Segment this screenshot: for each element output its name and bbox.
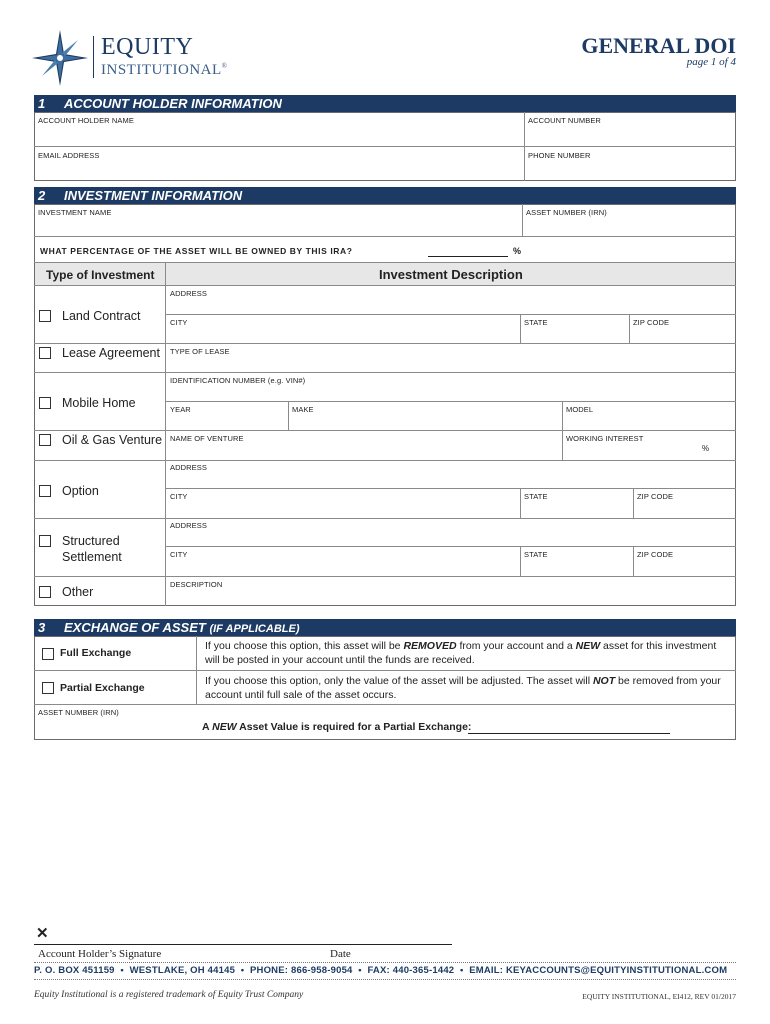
signature-line[interactable] (34, 944, 452, 945)
registered-mark: ® (221, 62, 228, 70)
mobile-id-line (166, 401, 736, 402)
mobile-bottom-line (166, 430, 736, 431)
option-city-field[interactable]: CITY (170, 492, 188, 501)
other-checkbox[interactable] (39, 586, 51, 598)
account-holder-name-field[interactable]: ACCOUNT HOLDER NAME (38, 116, 134, 125)
structured-city-field[interactable]: CITY (170, 550, 188, 559)
section1-title: ACCOUNT HOLDER INFORMATION (64, 96, 282, 111)
phone-number-field[interactable]: PHONE NUMBER (528, 151, 591, 160)
type-divider (34, 576, 166, 577)
section1-header (34, 95, 736, 112)
investment-name-field[interactable]: INVESTMENT NAME (38, 208, 112, 217)
full-note-removed: REMOVED (403, 640, 457, 652)
land-contract-label: Land Contract (62, 309, 141, 323)
investment-row-divider (34, 236, 736, 237)
section3-header (34, 619, 736, 636)
structured-bottom-line (166, 576, 736, 577)
footer-separator: • (240, 965, 245, 976)
exchange-bottom-divider (34, 704, 736, 705)
description-field[interactable]: DESCRIPTION (170, 580, 223, 589)
section1-row-divider (34, 146, 736, 147)
full-note-text-c: from your account and a (456, 640, 576, 652)
oil-bottom-line (166, 460, 736, 461)
land-zip-field[interactable]: ZIP CODE (633, 318, 670, 327)
percentage-sign: % (513, 246, 522, 256)
col-type-of-investment: Type of Investment (46, 268, 155, 282)
email-address-field[interactable]: EMAIL ADDRESS (38, 151, 100, 160)
brand-name-line2: INSTITUTIONAL® (101, 62, 228, 78)
lease-agreement-checkbox[interactable] (39, 347, 51, 359)
structured-settlement-label (62, 533, 122, 565)
year-make-divider (288, 401, 289, 430)
partial-note-line2: account until full sale of the asset occurs. (205, 689, 397, 701)
compass-star-logo-icon (30, 28, 90, 88)
footer-email-link[interactable]: EMAIL: KEYACCOUNTS@EQUITYINSTITUTIONAL.COM (469, 965, 728, 976)
form-code: EQUITY INSTITUTIONAL, EI412, REV 01/2017 (582, 992, 736, 1001)
option-checkbox[interactable] (39, 485, 51, 497)
option-address-field[interactable]: ADDRESS (170, 463, 207, 472)
type-divider (34, 372, 166, 373)
working-interest-field[interactable]: WORKING INTEREST (566, 434, 644, 443)
asset-number-field[interactable]: ASSET NUMBER (IRN) (526, 208, 607, 217)
exchange-row-divider (34, 670, 736, 671)
footer-separator: • (358, 965, 362, 976)
type-divider (34, 518, 166, 519)
section1-number: 1 (38, 96, 46, 111)
investment-col-divider (522, 204, 523, 236)
structured-label-line2: Settlement (62, 550, 122, 564)
brand-name-line1: EQUITY (101, 34, 194, 60)
oil-gas-label: Oil & Gas Venture (62, 433, 163, 447)
mobile-home-label: Mobile Home (62, 396, 136, 410)
page-indicator: page 1 of 4 (686, 56, 736, 68)
new-value-text-a: A (202, 721, 213, 733)
type-divider (34, 343, 166, 344)
full-exchange-note (205, 639, 730, 667)
full-note-text-a: If you choose this option, this asset will be (205, 640, 404, 652)
footer-separator: • (459, 965, 464, 976)
date-label: Date (330, 948, 351, 960)
option-zip-divider (633, 488, 634, 518)
option-state-field[interactable]: STATE (524, 492, 548, 501)
land-contract-checkbox[interactable] (39, 310, 51, 322)
year-field[interactable]: YEAR (170, 405, 191, 414)
option-address-line (166, 488, 736, 489)
partial-note-text-c: be removed from your (615, 675, 721, 687)
new-asset-value-label (202, 721, 471, 733)
new-value-text-c: Asset Value is required for a Partial Exchange: (236, 721, 472, 733)
new-value-new: NEW (212, 721, 237, 733)
structured-state-field[interactable]: STATE (524, 550, 548, 559)
land-address-field[interactable]: ADDRESS (170, 289, 207, 298)
land-zip-divider (629, 314, 630, 343)
full-note-new: NEW (575, 640, 601, 652)
table-header-underline (34, 285, 736, 286)
signature-label: Account Holder’s Signature (38, 948, 162, 960)
structured-zip-field[interactable]: ZIP CODE (637, 550, 674, 559)
section2-number: 2 (38, 188, 46, 203)
structured-settlement-checkbox[interactable] (39, 535, 51, 547)
working-interest-percent: % (702, 444, 710, 453)
make-field[interactable]: MAKE (292, 405, 314, 414)
partial-note-line1 (205, 674, 733, 688)
full-exchange-label: Full Exchange (60, 647, 132, 659)
partial-note-not: NOT (592, 675, 616, 687)
exchange-asset-number-field[interactable]: ASSET NUMBER (IRN) (38, 708, 119, 717)
make-model-divider (562, 401, 563, 430)
structured-address-line (166, 546, 736, 547)
identification-number-label: IDENTIFICATION NUMBER (e.g. VIN#) (170, 376, 306, 385)
partial-note-text-a: If you choose this option, only the value of the asset will be adjusted. The asset will (205, 675, 593, 687)
section2-header (34, 187, 736, 204)
land-state-divider (520, 314, 521, 343)
structured-state-divider (520, 546, 521, 576)
land-city-field[interactable]: CITY (170, 318, 188, 327)
type-divider (34, 430, 166, 431)
trademark-notice: Equity Institutional is a registered trademark of Equity Trust Company (34, 990, 304, 1000)
section3-title-text: EXCHANGE OF ASSET (64, 620, 206, 635)
signature-x-mark: ✕ (36, 925, 49, 942)
footer-top-rule (34, 962, 736, 963)
section2-title: INVESTMENT INFORMATION (64, 188, 243, 203)
footer-separator: • (120, 965, 124, 976)
partial-exchange-note (205, 674, 733, 702)
structured-zip-divider (633, 546, 634, 576)
new-asset-value-input-line[interactable] (468, 733, 670, 734)
partial-exchange-label: Partial Exchange (60, 682, 145, 694)
identification-number-field[interactable] (170, 376, 305, 385)
oil-gas-checkbox[interactable] (39, 434, 51, 446)
full-note-line2: will be posted in your account until the funds are received. (205, 654, 475, 666)
mobile-home-checkbox[interactable] (39, 397, 51, 409)
name-of-venture-field[interactable]: NAME OF VENTURE (170, 434, 244, 443)
logo-divider (93, 36, 94, 78)
land-bottom-line (166, 343, 736, 344)
type-of-lease-field[interactable]: TYPE OF LEASE (170, 347, 230, 356)
form-title: GENERAL DOI (581, 33, 736, 58)
type-divider (34, 460, 166, 461)
land-state-field[interactable]: STATE (524, 318, 548, 327)
percentage-input-line[interactable] (428, 256, 508, 257)
lease-bottom-line (166, 372, 736, 373)
partial-exchange-checkbox[interactable] (42, 682, 54, 694)
footer-po-box: P. O. BOX 451159 (34, 965, 115, 976)
section1-col-divider (524, 112, 525, 181)
footer-contact-bar (34, 965, 736, 976)
section3-title-suffix: (IF APPLICABLE) (209, 623, 300, 635)
full-note-text-e: asset for this investment (600, 640, 717, 652)
land-address-line (166, 314, 736, 315)
footer-bottom-rule (34, 979, 736, 980)
structured-label-line1: Structured (62, 534, 120, 548)
percentage-question: WHAT PERCENTAGE OF THE ASSET WILL BE OWNED BY THIS IRA? (40, 246, 353, 256)
option-bottom-line (166, 518, 736, 519)
option-state-divider (520, 488, 521, 518)
footer-fax: FAX: 440-365-1442 (367, 965, 455, 976)
full-note-line1 (205, 639, 730, 653)
section3-number: 3 (38, 620, 46, 635)
footer-phone: PHONE: 866-958-9054 (249, 965, 353, 976)
col-investment-description: Investment Description (379, 267, 523, 282)
option-label: Option (62, 484, 99, 498)
footer-city: WESTLAKE, OH 44145 (129, 965, 236, 976)
other-label: Other (62, 585, 94, 599)
lease-agreement-label: Lease Agreement (62, 346, 160, 360)
account-number-field[interactable]: ACCOUNT NUMBER (528, 116, 601, 125)
structured-address-field[interactable]: ADDRESS (170, 521, 207, 530)
full-exchange-checkbox[interactable] (42, 648, 54, 660)
option-zip-field[interactable]: ZIP CODE (637, 492, 674, 501)
venture-divider (562, 430, 563, 460)
model-field[interactable]: MODEL (566, 405, 594, 414)
